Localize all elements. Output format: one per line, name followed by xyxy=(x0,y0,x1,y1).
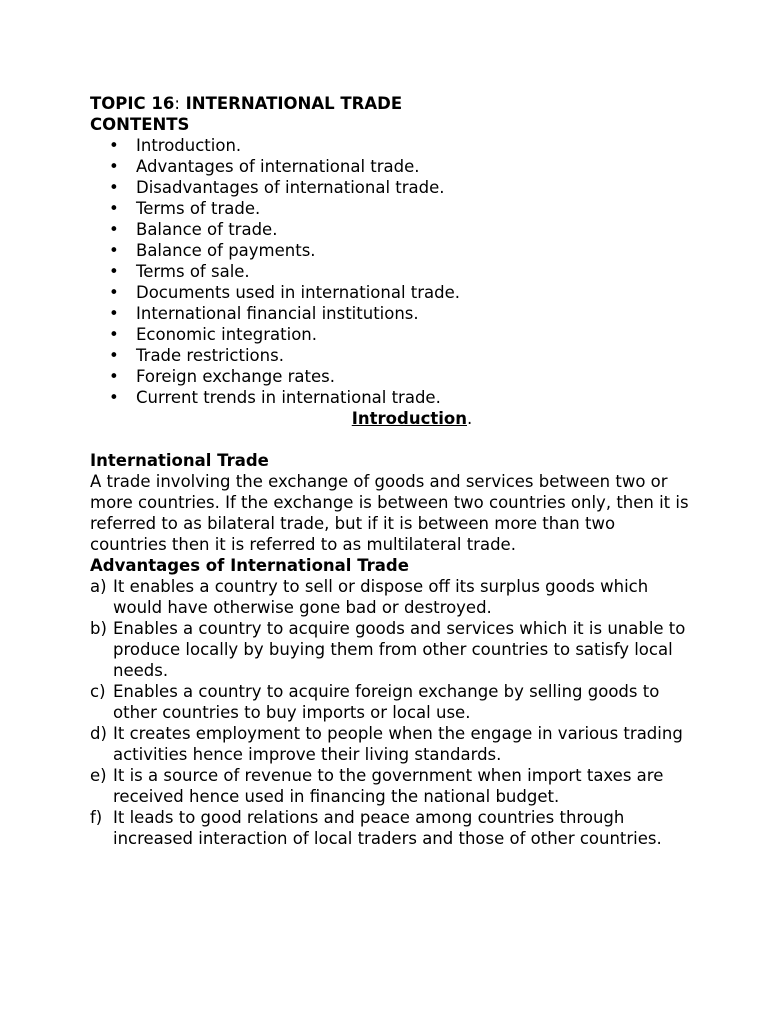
list-item: a) It enables a country to sell or dispose off its surplus goods which would have otherwise gone bad or destroyed. xyxy=(90,577,649,617)
list-item: c) Enables a country to acquire foreign exchange by selling goods to other countries to buy imports or local use. xyxy=(90,682,660,722)
list-item: • Advantages of international trade. xyxy=(109,157,420,176)
topic-number: TOPIC 16 xyxy=(90,94,175,113)
introduction-heading-period: . xyxy=(466,409,473,428)
international-trade-paragraph: A trade involving the exchange of goods and services between two or more countries. If the exchange is between two countries only, then it is referred to as bilateral trade, but if it is between more than two countries then it is referred to as multilateral trade. xyxy=(90,472,689,554)
bullet-icon: • xyxy=(109,262,119,281)
bullet-icon: • xyxy=(109,346,119,365)
list-item: • Introduction. xyxy=(109,136,242,155)
bullet-icon: • xyxy=(109,388,119,407)
list-item: • Disadvantages of international trade. xyxy=(109,178,445,197)
list-item: b) Enables a country to acquire goods and services which it is unable to produce locally by buying them from other countries to satisfy local needs. xyxy=(90,619,686,680)
list-item: • Economic integration. xyxy=(109,325,318,344)
introduction-heading xyxy=(90,408,690,429)
bullet-icon: • xyxy=(109,136,119,155)
bullet-icon: • xyxy=(109,304,119,323)
list-item: • Documents used in international trade. xyxy=(109,283,461,302)
blank-line xyxy=(90,429,690,450)
list-marker: c) xyxy=(90,682,106,701)
bullet-icon: • xyxy=(109,325,119,344)
document-page xyxy=(90,93,690,849)
contents-list xyxy=(90,135,690,408)
contents-heading: CONTENTS xyxy=(90,115,190,134)
topic-name: INTERNATIONAL TRADE xyxy=(179,94,403,113)
list-item: • Current trends in international trade. xyxy=(109,388,441,407)
list-item: • Balance of trade. xyxy=(109,220,278,239)
advantages-list xyxy=(90,576,690,849)
list-item: • Terms of trade. xyxy=(109,199,261,218)
list-item: d) It creates employment to people when the engage in various trading activities hence improve their living standards. xyxy=(90,724,683,764)
list-marker: a) xyxy=(90,577,107,596)
list-item: • Trade restrictions. xyxy=(109,346,284,365)
international-trade-heading: International Trade xyxy=(90,451,269,470)
list-marker: f) xyxy=(90,808,103,827)
list-item: • Foreign exchange rates. xyxy=(109,367,335,386)
topic-separator: : xyxy=(174,94,180,113)
advantages-heading: Advantages of International Trade xyxy=(90,556,409,575)
bullet-icon: • xyxy=(109,157,119,176)
bullet-icon: • xyxy=(109,283,119,302)
list-marker: b) xyxy=(90,619,107,638)
list-item: f) It leads to good relations and peace among countries through increased interaction of local traders and those of other countries. xyxy=(90,808,662,848)
bullet-icon: • xyxy=(109,241,119,260)
list-marker: e) xyxy=(90,766,107,785)
bullet-icon: • xyxy=(109,367,119,386)
bullet-icon: • xyxy=(109,199,119,218)
bullet-icon: • xyxy=(109,220,119,239)
list-item: • Balance of payments. xyxy=(109,241,316,260)
list-item: • International financial institutions. xyxy=(109,304,419,323)
bullet-icon: • xyxy=(109,178,119,197)
list-marker: d) xyxy=(90,724,107,743)
list-item: • Terms of sale. xyxy=(109,262,250,281)
topic-title xyxy=(90,93,690,114)
list-item: e) It is a source of revenue to the government when import taxes are received hence used in financing the national budget. xyxy=(90,766,664,806)
introduction-heading-text: Introduction xyxy=(351,409,467,428)
